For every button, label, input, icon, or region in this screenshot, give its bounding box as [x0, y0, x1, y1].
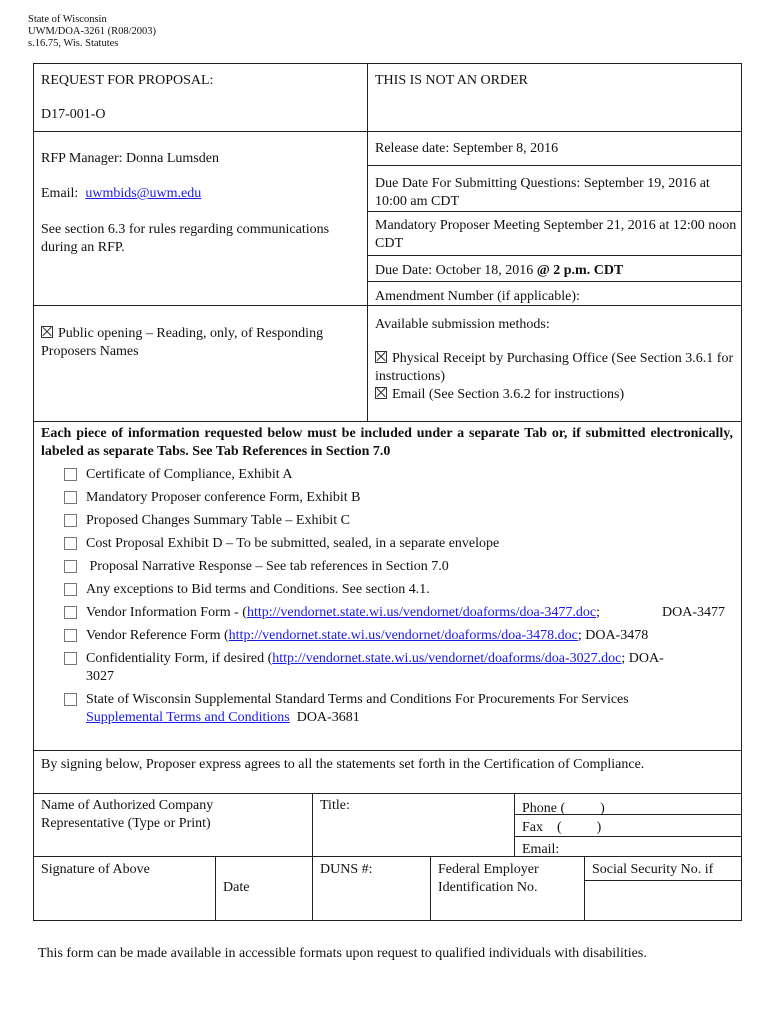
form-header — [28, 14, 156, 50]
date-label: Date — [223, 880, 250, 895]
phone-field[interactable]: Phone ( ) — [522, 801, 605, 816]
vendor-info-text: Vendor Information Form - ( — [86, 605, 247, 620]
requirement-item: Any exceptions to Bid terms and Conditions. See section 4.1. — [86, 582, 430, 597]
email-submission-checkbox[interactable] — [375, 387, 387, 399]
supplemental-link-row — [86, 709, 360, 727]
proposal-due-date — [375, 262, 623, 280]
confidentiality-code: 3027 — [86, 669, 114, 684]
requirement-checkbox[interactable] — [64, 468, 77, 481]
requirements-intro: Each piece of information requested below must be included under a separate Tab or, if submitted electronically, labeled as separate Tabs. See Tab References in Section 7.0 — [41, 426, 733, 459]
email-submission-text: Email (See Section 3.6.2 for instructions) — [392, 387, 625, 402]
email-label: Email: — [41, 186, 79, 201]
submission-methods-title: Available submission methods: — [375, 317, 550, 332]
vendor-ref-checkbox[interactable] — [64, 629, 77, 642]
physical-receipt-text: Physical Receipt by Purchasing Office (See Section 3.6.1 for instructions) — [375, 351, 734, 384]
vendor-info-code: DOA-3477 — [662, 605, 725, 620]
amendment-number: Amendment Number (if applicable): — [375, 289, 580, 304]
vendor-ref-item — [86, 627, 648, 645]
authorized-rep-label: Name of Authorized Company Representative (Type or Print) — [41, 798, 214, 831]
due-date-text: Due Date: October 18, 2016 — [375, 263, 537, 278]
confidentiality-suffix: ; DOA- — [621, 651, 664, 666]
supplemental-text: State of Wisconsin Supplemental Standard Terms and Conditions For Procurements For Services — [86, 692, 629, 707]
rfp-label: REQUEST FOR PROPOSAL: — [41, 73, 214, 88]
questions-due-date: Due Date For Submitting Questions: September 19, 2016 at 10:00 am CDT — [375, 176, 710, 209]
requirement-checkbox[interactable] — [64, 514, 77, 527]
header-form-number: UWM/DOA-3261 (R08/2003) — [28, 26, 157, 37]
due-time: @ 2 p.m. CDT — [536, 263, 624, 278]
requirement-item: Proposed Changes Summary Table – Exhibit C — [86, 513, 350, 528]
vendor-info-suffix: ; — [596, 605, 601, 620]
public-opening-text: Public opening – Reading, only, of Responding Proposers Names — [41, 326, 324, 359]
requirement-checkbox[interactable] — [64, 491, 77, 504]
requirement-checkbox[interactable] — [64, 537, 77, 550]
requirement-item: Mandatory Proposer conference Form, Exhibit B — [86, 490, 361, 505]
public-opening-checkbox[interactable] — [41, 326, 53, 338]
vendor-ref-text: Vendor Reference Form ( — [86, 628, 229, 643]
confidentiality-checkbox[interactable] — [64, 652, 77, 665]
vendor-ref-suffix: ; DOA-3478 — [577, 628, 649, 643]
signing-statement: By signing below, Proposer express agrees to all the statements set forth in the Certification of Compliance. — [41, 757, 645, 772]
requirement-item: Cost Proposal Exhibit D – To be submitted, sealed, in a separate envelope — [86, 536, 500, 551]
physical-receipt-checkbox[interactable] — [375, 351, 387, 363]
requirement-checkbox[interactable] — [64, 560, 77, 573]
supplemental-terms-link[interactable]: Supplemental Terms and Conditions — [86, 710, 290, 725]
rfp-number: D17-001-O — [41, 107, 106, 122]
requirement-checkbox[interactable] — [64, 583, 77, 596]
release-date: Release date: September 8, 2016 — [375, 141, 559, 156]
requirement-item: Proposal Narrative Response – See tab references in Section 7.0 — [86, 559, 449, 574]
duns-label: DUNS #: — [320, 862, 373, 877]
mandatory-meeting: Mandatory Proposer Meeting September 21, 2016 at 12:00 noon CDT — [375, 218, 737, 251]
supplemental-checkbox[interactable] — [64, 693, 77, 706]
vendor-ref-link[interactable]: http://vendornet.state.wi.us/vendornet/doaforms/doa-3478.doc — [228, 628, 578, 643]
email-submission-option — [375, 386, 624, 404]
public-opening — [41, 325, 361, 361]
manager-email-link[interactable]: uwmbids@uwm.edu — [85, 186, 202, 201]
supplemental-code: DOA-3681 — [296, 710, 360, 725]
signature-label: Signature of Above — [41, 862, 150, 877]
not-an-order-label: THIS IS NOT AN ORDER — [375, 73, 528, 88]
header-statute: s.16.75, Wis. Statutes — [28, 38, 119, 49]
vendor-info-item — [86, 604, 600, 622]
physical-receipt-option — [375, 350, 737, 386]
vendor-info-link[interactable]: http://vendornet.state.wi.us/vendornet/doaforms/doa-3477.doc — [246, 605, 597, 620]
email-field[interactable]: Email: — [522, 842, 560, 857]
confidentiality-link[interactable]: http://vendornet.state.wi.us/vendornet/doaforms/doa-3027.doc — [272, 651, 622, 666]
ssn-label: Social Security No. if — [592, 862, 714, 877]
rfp-manager: RFP Manager: Donna Lumsden — [41, 151, 219, 166]
confidentiality-text: Confidentiality Form, if desired ( — [86, 651, 273, 666]
fein-label: Federal Employer Identification No. — [438, 862, 539, 895]
email-row — [41, 185, 201, 203]
requirement-item: Certificate of Compliance, Exhibit A — [86, 467, 293, 482]
fax-field[interactable]: Fax ( ) — [522, 820, 602, 835]
vendor-info-checkbox[interactable] — [64, 606, 77, 619]
confidentiality-item — [86, 650, 664, 668]
communications-note: See section 6.3 for rules regarding communications during an RFP. — [41, 222, 330, 255]
title-label: Title: — [320, 798, 350, 813]
header-state: State of Wisconsin — [28, 14, 107, 25]
accessibility-footer: This form can be made available in accessible formats upon request to qualified individuals with disabilities. — [38, 946, 647, 961]
